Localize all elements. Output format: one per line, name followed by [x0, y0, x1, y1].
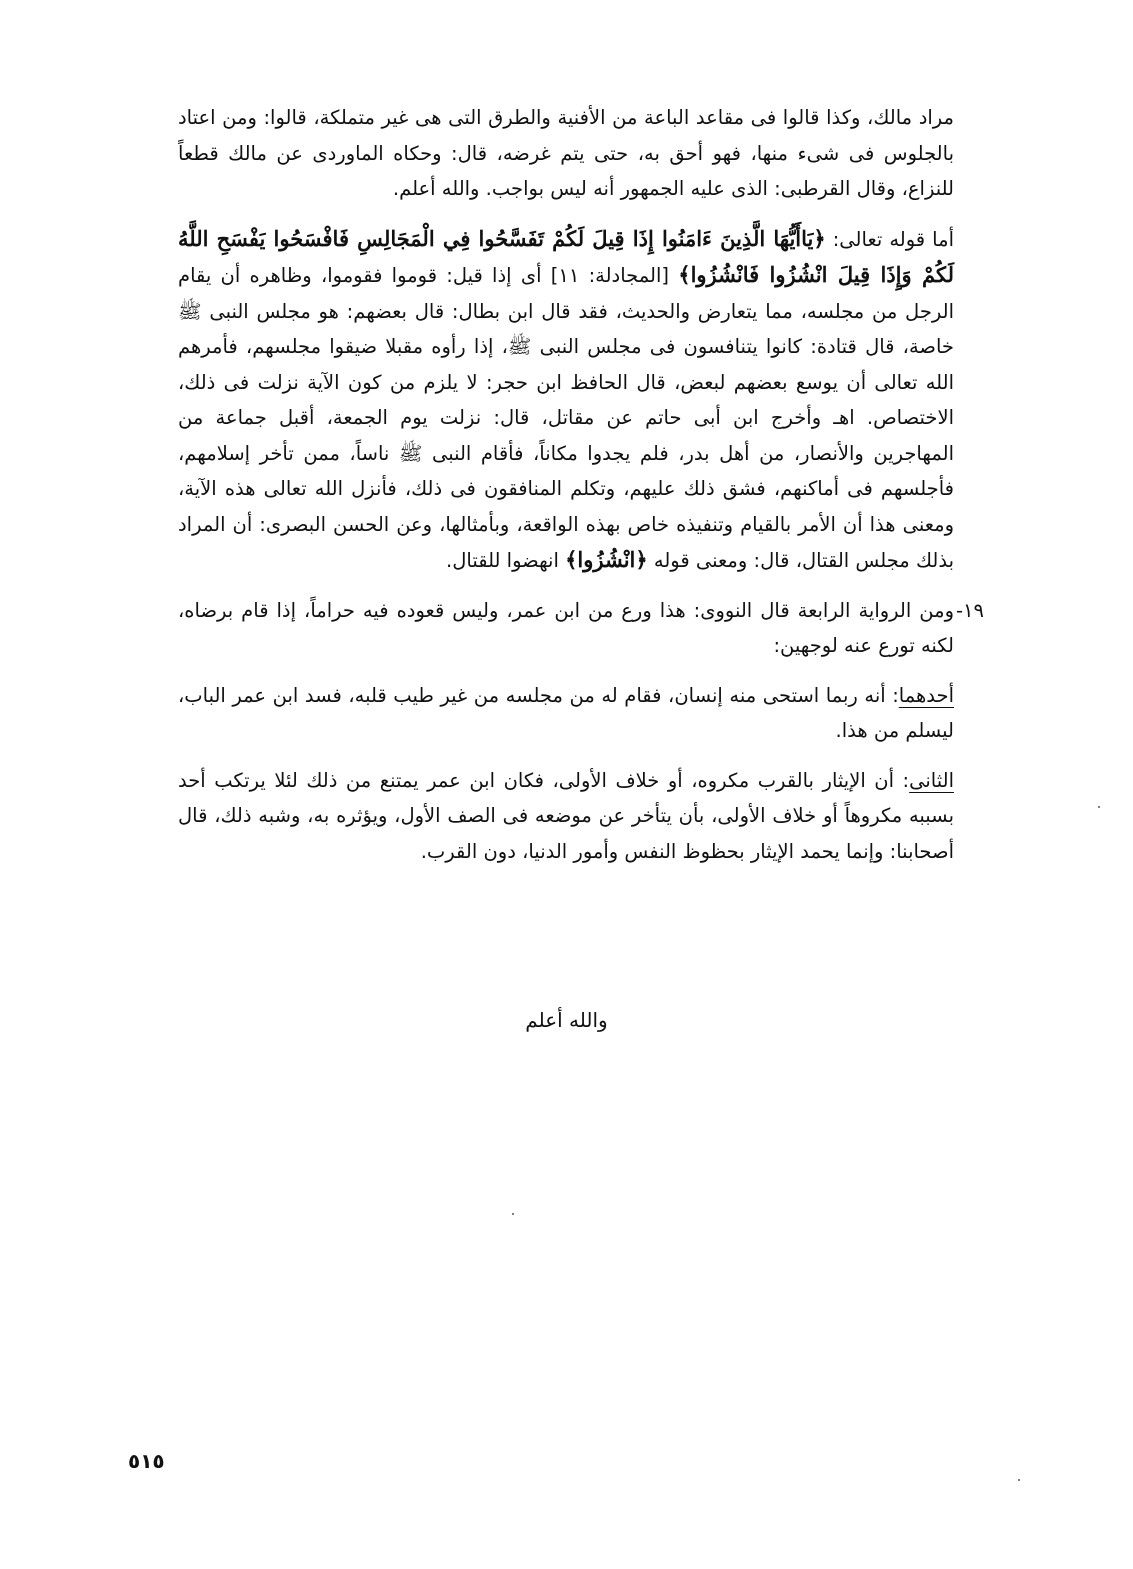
reason-label-second: الثانى — [909, 768, 954, 792]
paragraph-2-body: [المجادلة: ١١] أى إذا قيل: قوموا فقوموا، وظاهره أن يقام الرجل من مجلسه، مما يتعارض والحديث، فقد قال ابن بطال: قال بعضهم: هو مجلس النبى ﷺ خاصة، قال قتادة: كانوا يتنافسون فى مجلس النبى ﷺ، إذا رأوه مقبلا ضيقوا مجلسهم، فأمرهم الله تعالى أن يوسع بعضهم لبعض، قال الحافظ ابن حجر: لا يلزم من كون الآية نزلت فى ذلك، الاختصاص. اهـ وأخرج ابن أبى حاتم عن مقاتل، قال: نزلت يوم الجمعة، أقبل جماعة من المهاجرين والأنصار، من أهل بدر، فلم يجدوا مكاناً، فأقام النبى ﷺ ناساً، ممن تأخر إسلامهم، فأجلسهم فى أماكنهم، فشق ذلك عليهم، وتكلم المنافقون فى ذلك، فأنزل الله تعالى هذه الآية، ومعنى هذا أن الأمر بالقيام وتنفيذه خاص بهذه الواقعة، وبأمثالها، وعن الحسن البصرى: أن المراد بذلك مجلس القتال، قال: ومعنى قوله — [178, 264, 954, 572]
paragraph-first-reason — [178, 678, 954, 749]
item-number: ١٩- — [956, 598, 984, 622]
paragraph-2-tail: انهضوا للقتال. — [446, 549, 566, 572]
paragraph-second-reason — [178, 763, 954, 870]
scan-speck — [1098, 806, 1100, 808]
reason-label-first: أحدهما — [898, 683, 954, 707]
page-body — [178, 100, 984, 883]
paragraph-3-text: ومن الرواية الرابعة قال النووى: هذا ورع من ابن عمر، وليس قعوده فيه حراماً، إذا قام برضاه، لكنه تورع عنه لوجهين: — [178, 598, 954, 657]
paragraph-4-text: : أنه ربما استحى منه إنسان، فقام له من مجلسه من غير طيب قلبه، فسد ابن عمر الباب، ليسلم من هذا. — [178, 683, 954, 742]
closing-phrase: والله أعلم — [525, 1008, 608, 1032]
paragraph-1: مراد مالك، وكذا قالوا فى مقاعد الباعة من الأفنية والطرق التى هى غير متملكة، قالوا: ومن اعتاد بالجلوس فى شىء منها، فهو أحق به، حتى يتم غرضه، قال: وحكاه الماوردى عن مالك قطعاً للنزاع، وقال القرطبى: الذى عليه الجمهور أنه ليس بواجب. والله أعلم. — [178, 106, 954, 200]
paragraph-2-lead: أما قوله تعالى: — [825, 227, 954, 251]
scan-speck — [512, 1213, 514, 1215]
quran-verse-word: ﴿انْشُزُوا﴾ — [565, 547, 648, 572]
paragraph-5-text: : أن الإيثار بالقرب مكروه، أو خلاف الأولى، فكان ابن عمر يمتنع من ذلك لئلا يرتكب أحد بسببه مكروهاً أو خلاف الأولى، بأن يتأخر عن موضعه فى الصف الأول، ويؤثره به، وشبه ذلك، قال أصحابنا: وإنما يحمد الإيثار بحظوظ النفس وأمور الدنيا، دون القرب. — [178, 768, 954, 863]
scan-speck — [1018, 1479, 1020, 1481]
numbered-paragraph-19 — [178, 593, 984, 664]
paragraph-2 — [178, 221, 954, 579]
quran-verse: ﴿يَاأَيُّهَا الَّذِينَ ءَامَنُوا إِذَا قِيلَ لَكُمْ تَفَسَّحُوا فِي الْمَجَالِسِ فَافْسَحُوا يَفْسَحِ اللَّهُ لَكُمْ وَإِذَا قِيلَ انْشُزُوا فَانْشُزُوا﴾ — [178, 225, 954, 287]
page-number: ٥١٥ — [128, 1449, 165, 1473]
